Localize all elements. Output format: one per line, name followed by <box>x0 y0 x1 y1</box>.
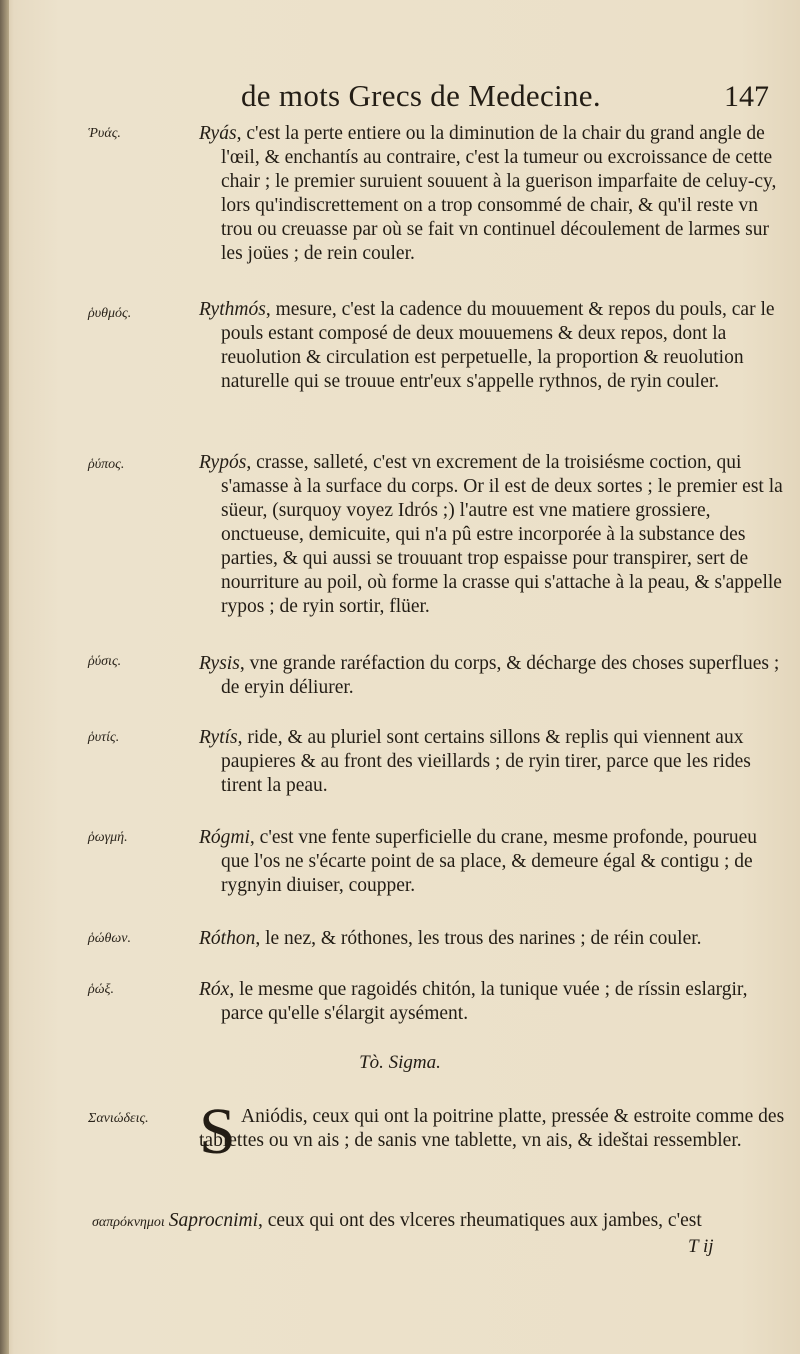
margin-greek-term: ῥώξ. <box>88 982 114 997</box>
margin-greek-term: ῥωγμή. <box>88 830 128 845</box>
catchword: T ij <box>688 1236 714 1257</box>
headword: Rytís <box>199 727 238 748</box>
page-spine-shadow <box>0 0 9 1354</box>
entry-definition: , le mesme que ragoidés chitón, la tunique vuée ; de ríssin eslargir, parce qu'elle s'élargit aysément. <box>221 979 748 1024</box>
margin-greek-term: ῥώθων. <box>88 931 131 946</box>
margin-greek-term: ῥυθμός. <box>88 306 132 321</box>
headword: Rythmós <box>199 299 266 320</box>
entry-text <box>199 927 787 951</box>
entry-text <box>199 826 787 898</box>
running-title: de mots Grecs de Medecine. <box>241 78 601 113</box>
entry-definition: , ceux qui ont des vlceres rheumatiques aux jambes, c'est <box>258 1210 702 1231</box>
entry-text <box>199 1105 787 1153</box>
margin-greek-term: ῥυτίς. <box>88 730 120 745</box>
entry-text <box>199 298 787 394</box>
entry-definition: , mesure, c'est la cadence du mouuement & repos du pouls, car le pouls estant composé de deux mouuemens & deux repos, dont la reuolution & circulation est perpetuelle, la proportion & reuolution naturelle qui se trouue entr'eux s'appelle rythnos, de ryin couler. <box>221 299 775 392</box>
headword: Róthon <box>199 928 256 949</box>
headword: Rógmi <box>199 827 250 848</box>
entry-definition: , le nez, & róthones, les trous des narines ; de réin couler. <box>255 928 702 949</box>
running-header <box>0 78 800 122</box>
margin-greek-term: Ῥυάς. <box>88 126 121 141</box>
entry-definition: , vne grande raréfaction du corps, & décharge des choses superflues ; de eryin déliurer. <box>221 653 780 698</box>
entry-text <box>199 978 787 1026</box>
entry-text <box>199 726 787 798</box>
entry-definition: , ceux qui ont la poitrine platte, pressée & estroite comme des tablettes ou vn ais ; de sanis vne tablette, vn ais, & ideštai ressembler. <box>199 1106 785 1151</box>
headword: Aniódis <box>241 1106 303 1127</box>
entry-text <box>199 451 787 619</box>
page-number: 147 <box>724 80 769 113</box>
entry-definition: , c'est vne fente superficielle du crane, mesme profonde, pourueu que l'os ne s'écarte point de sa place, & demeure égal & contigu ; de rygnyin diuiser, coupper. <box>221 827 757 896</box>
dictionary-entry-partial <box>92 1210 792 1232</box>
entry-definition: , ride, & au pluriel sont certains sillons & replis qui viennent aux paupieres & au front des vieillards ; de ryin tirer, parce que les rides tirent la peau. <box>221 727 751 796</box>
entry-definition: , c'est la perte entiere ou la diminution de la chair du grand angle de l'œil, & enchantís au contraire, c'est la tumeur ou excroissance de cette chair ; le premier suruient souuent à la guerison imparfaite de celuy-cy, lors qu'indiscrettement on a trop consommé de chair, & qu'il reste vn trou ou creuasse par où se fait vn continuel découlement de larmes sur les joües ; de rein couler. <box>221 123 777 264</box>
margin-greek-term: ῥύπος. <box>88 457 125 472</box>
entry-text <box>199 122 787 266</box>
margin-greek-term: Σανιώδεις. <box>88 1111 149 1126</box>
headword: Saprocnimi <box>168 1210 258 1231</box>
headword: Rysis <box>199 653 240 674</box>
entry-definition: , crasse, salleté, c'est vn excrement de la troisiésme coction, qui s'amasse à la surface du corps. Or il est de deux sortes ; le premier est la süeur, (surquoy voyez Idrós ;) l'autre est vne matiere grossiere, onctueuse, demicuite, qui n'a pû estre incorporée à la substance des parties, & qui aussi se trouuant trop espaisse pour transpirer, sert de nourriture au poil, où forme la crasse qui s'attache à la peau, & s'appelle rypos ; de ryin sortir, flüer. <box>221 452 783 617</box>
headword: Rypós <box>199 452 247 473</box>
margin-greek-term: ῥύσις. <box>88 654 122 669</box>
margin-greek-term: σαπρόκνημοι <box>92 1215 165 1230</box>
headword: Róx <box>199 979 230 1000</box>
entry-text <box>199 652 787 700</box>
drop-cap-letter: S <box>199 1095 236 1168</box>
section-heading: Tò. Sigma. <box>359 1052 441 1073</box>
headword: Ryás <box>199 123 237 144</box>
